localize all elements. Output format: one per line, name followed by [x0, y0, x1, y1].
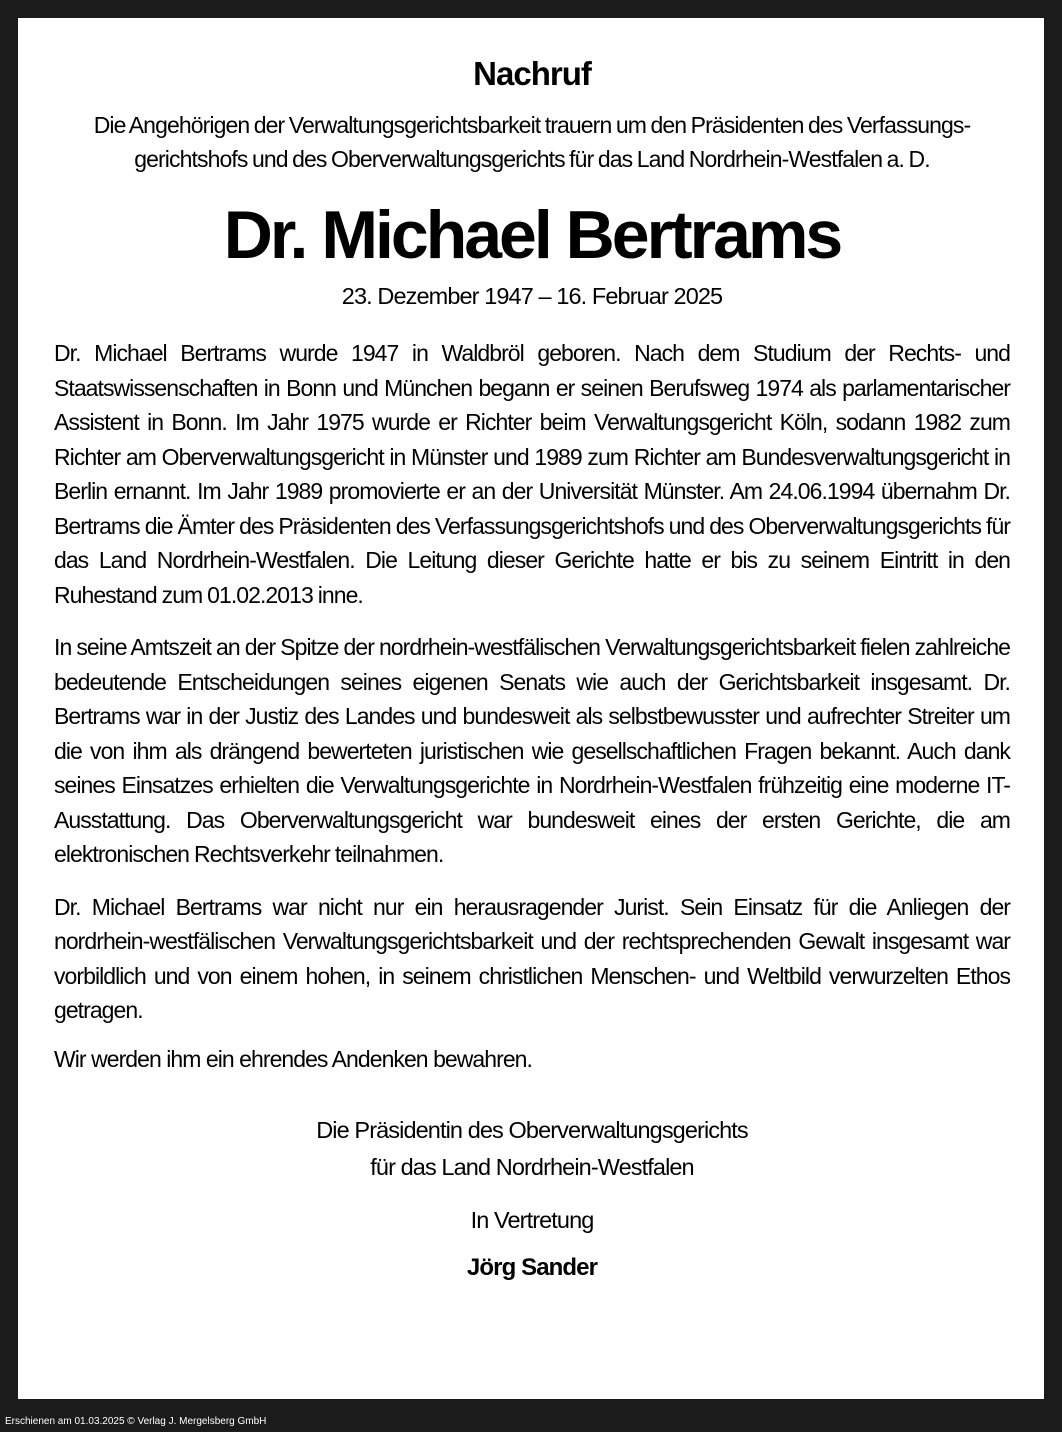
- signature-line-1: Die Präsidentin des Oberverwaltungsgerichts: [316, 1116, 748, 1143]
- intro-line-2: gerichtshofs und des Oberverwaltungsgerichts für das Land Nordrhein-Westfalen a. D.: [134, 146, 930, 172]
- obituary-heading: Nachruf: [473, 55, 591, 92]
- life-dates: 23. Dezember 1947 – 16. Februar 2025: [341, 283, 723, 309]
- obituary-card: [18, 18, 1044, 1399]
- signatory-name: Jörg Sander: [466, 1253, 598, 1281]
- signature-line-2: für das Land Nordrhein-Westfalen: [370, 1153, 694, 1180]
- deceased-name: Dr. Michael Bertrams: [223, 197, 841, 273]
- signature-role: In Vertretung: [470, 1206, 594, 1233]
- biography-paragraph-2: In seine Amtszeit an der Spitze der nordrhein-westfälischen Verwaltungsgerichtsbarkeit fielen zahlreiche bedeutende Entscheidungen seines eigenen Senats wie auch der Gerichtsbarkeit insgesamt. Dr. Bertrams war in der Justiz des Landes und bundesweit als selbstbewusster und aufrechter Streiter um die von ihm als drängend bewerteten juristischen wie gesellschaftlichen Fragen bekannt. Auch dank seines Einsatzes erhielten die Verwaltungsgerichte in Nordrhein-Westfalen frühzeitig eine moderne IT-Ausstattung. Das Oberverwaltungsgericht war bundesweit eines der ersten Gerichte, die am elektronischen Rechtsverkehr teilnahmen.: [54, 634, 1010, 867]
- obituary-content: [54, 18, 1010, 1286]
- biography-paragraph-1: Dr. Michael Bertrams wurde 1947 in Waldbröl geboren. Nach dem Studium der Rechts- und Staatswissenschaften in Bonn und München begann er seinen Berufsweg 1974 als parlamentarischer Assistent in Bonn. Im Jahr 1975 wurde er Richter beim Verwaltungsgericht Köln, sodann 1982 zum Richter am Oberverwaltungsgericht in Münster und 1989 zum Richter am Bundesverwaltungsgericht in Berlin ernannt. Im Jahr 1989 promovierte er an der Universität Münster. Am 24.06.1994 übernahm Dr. Bertrams die Ämter des Präsidenten des Verfassungsgerichtshofs und des Oberverwaltungsgerichts für das Land Nordrhein-Westfalen. Die Leitung dieser Gerichte hatte er bis zu seinem Eintritt in den Ruhestand zum 01.02.2013 inne.: [54, 340, 1010, 608]
- biography-paragraph-3: Dr. Michael Bertrams war nicht nur ein herausragender Jurist. Sein Einsatz für die Anliegen der nordrhein-westfälischen Verwaltungsgerichtsbarkeit und der rechtsprechenden Gewalt insgesamt war vorbildlich und von einem hohen, in seinem christlichen Menschen- und Weltbild verwurzelten Ethos getragen.: [54, 893, 1010, 1023]
- closing-sentence: Wir werden ihm ein ehrendes Andenken bewahren.: [54, 1045, 532, 1072]
- publication-footer: Erschienen am 01.03.2025 © Verlag J. Mergelsberg GmbH: [5, 1416, 267, 1427]
- signature-block: [54, 1112, 1010, 1186]
- intro-text: [54, 108, 1010, 176]
- intro-line-1: Die Angehörigen der Verwaltungsgerichtsbarkeit trauern um den Präsidenten des Verfassungs-: [93, 112, 971, 138]
